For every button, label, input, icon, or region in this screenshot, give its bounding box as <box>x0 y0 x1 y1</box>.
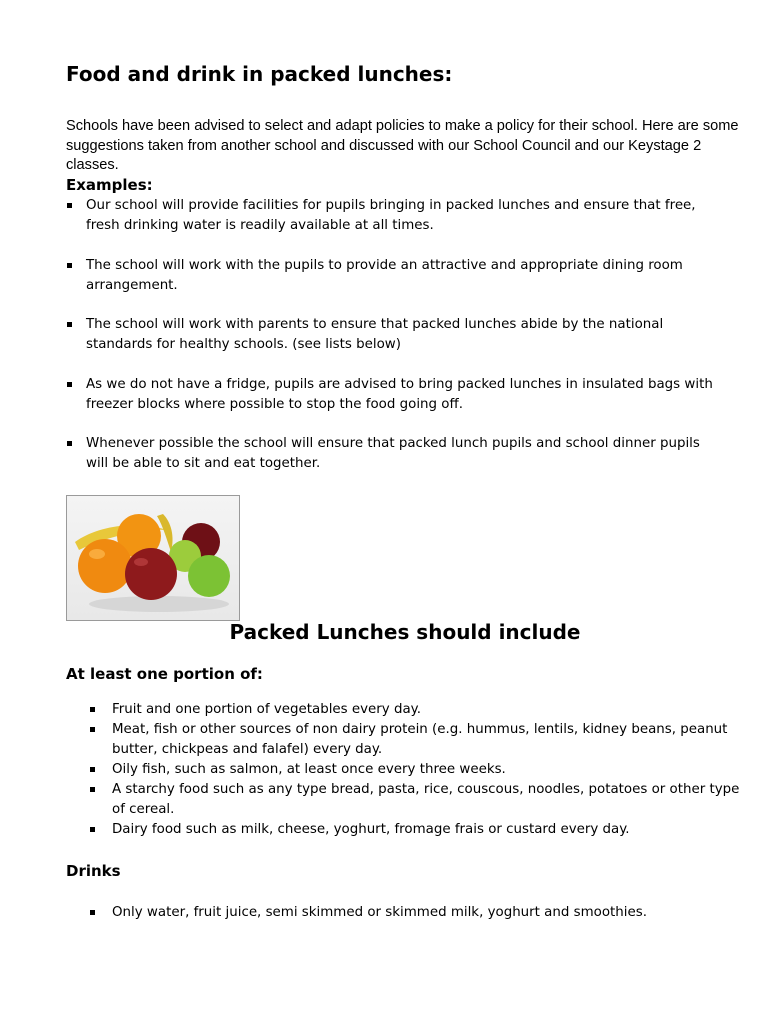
list-item-text: Meat, fish or other sources of non dairy protein (e.g. hummus, lentils, kidney beans, peanut butter, chickpeas and falafel) every day. <box>112 722 728 757</box>
examples-list <box>66 196 726 494</box>
intro-paragraph: Schools have been advised to select and adapt policies to make a policy for their school. Here are some suggestions taken from another school and discussed with our School Council and our Keystage 2 classes. <box>66 118 739 173</box>
bullet-square-icon <box>90 827 95 832</box>
list-item <box>66 434 726 474</box>
highlight <box>89 549 105 559</box>
examples-heading: Examples: <box>66 176 153 194</box>
list-item-text: A starchy food such as any type bread, pasta, rice, couscous, noodles, potatoes or other type of cereal. <box>112 782 740 817</box>
portions-list <box>89 700 749 840</box>
list-item <box>89 820 749 840</box>
list-item <box>66 375 726 415</box>
drinks-list <box>89 903 749 923</box>
section-title: Packed Lunches should include <box>229 620 581 644</box>
portion-heading: At least one portion of: <box>66 665 263 683</box>
red-apple-front <box>125 548 177 600</box>
list-item <box>89 700 749 720</box>
bullet-square-icon <box>90 767 95 772</box>
list-item-text: Dairy food such as milk, cheese, yoghurt, fromage frais or custard every day. <box>112 822 630 837</box>
bullet-square-icon <box>90 787 95 792</box>
bullet-square-icon <box>90 727 95 732</box>
list-item-text: Only water, fruit juice, semi skimmed or skimmed milk, yoghurt and smoothies. <box>112 905 647 920</box>
bullet-square-icon <box>67 203 72 208</box>
list-item <box>89 720 749 760</box>
fruit-photo <box>66 495 240 621</box>
orange-front <box>78 539 132 593</box>
list-item-text: The school will work with parents to ensure that packed lunches abide by the national standards for healthy schools. (see lists below) <box>86 317 664 352</box>
green-apple-front <box>188 555 230 597</box>
page-title: Food and drink in packed lunches: <box>66 62 453 86</box>
list-item-text: Whenever possible the school will ensure that packed lunch pupils and school dinner pupils will be able to sit and eat together. <box>86 436 700 471</box>
list-item <box>66 256 726 296</box>
bullet-square-icon <box>90 910 95 915</box>
bullet-square-icon <box>90 707 95 712</box>
list-item <box>89 903 749 923</box>
list-item-text: As we do not have a fridge, pupils are advised to bring packed lunches in insulated bags with freezer blocks where possible to stop the food going off. <box>86 376 713 412</box>
fruit-illustration <box>67 496 240 621</box>
bullet-square-icon <box>67 322 72 327</box>
list-item <box>89 760 749 780</box>
list-item <box>89 780 749 820</box>
bullet-square-icon <box>67 263 72 268</box>
list-item-text: Our school will provide facilities for pupils bringing in packed lunches and ensure that free, fresh drinking water is readily available at all times. <box>86 198 696 233</box>
list-item <box>66 315 726 355</box>
drinks-heading: Drinks <box>66 862 121 880</box>
list-item-text: The school will work with the pupils to provide an attractive and appropriate dining room arrangement. <box>86 257 683 293</box>
list-item-text: Fruit and one portion of vegetables every day. <box>112 702 421 717</box>
bullet-square-icon <box>67 441 72 446</box>
list-item-text: Oily fish, such as salmon, at least once every three weeks. <box>112 762 506 777</box>
highlight <box>134 558 148 566</box>
list-item <box>66 196 726 236</box>
bullet-square-icon <box>67 382 72 387</box>
